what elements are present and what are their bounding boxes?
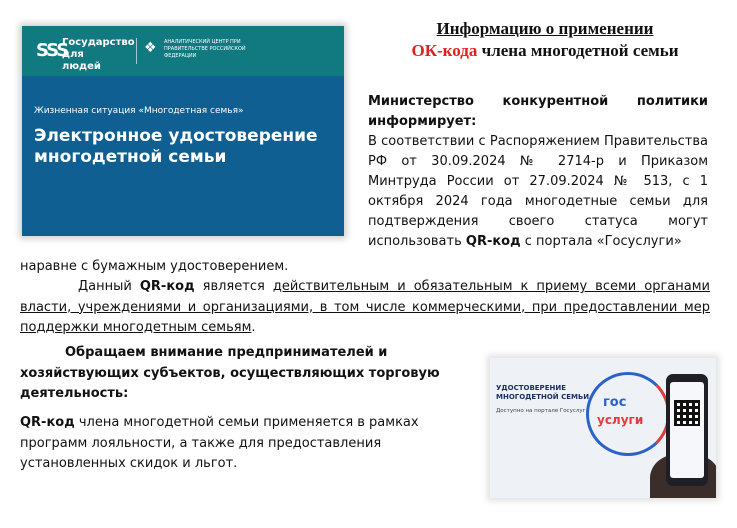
- analytic-center-text: АНАЛИТИЧЕСКИЙ ЦЕНТР ПРИ ПРАВИТЕЛЬСТВЕ РОССИЙСКОЙ ФЕДЕРАЦИИ: [164, 39, 246, 59]
- para2-underlined: действительным и обязательным к приему всеми органами власти, учреждениями и организациями, в том числе коммерческими, при предоставлении мер поддержки многодетным семьям: [20, 279, 710, 335]
- para2-c: .: [251, 320, 256, 335]
- para1-text-b: с портала «Госуслуги»: [520, 234, 682, 249]
- gosudarstvo-logo-icon: SSS: [36, 40, 68, 61]
- gos-text: гос: [603, 395, 627, 410]
- ministry-lead: Министерство конкурентной политики информирует:: [368, 94, 708, 129]
- title-line-2-rest: члена многодетной семьи: [477, 41, 679, 60]
- para4-rest: члена многодетной семьи применяется в рамках программ лояльности, а также для предоставления установленных скидок и льгот.: [20, 415, 419, 471]
- phone-screen: [670, 382, 704, 478]
- para2-a: Данный: [78, 279, 140, 294]
- gosuslugi-logo-icon: [586, 372, 670, 456]
- uslugi-text: услуги: [597, 413, 644, 427]
- emblem-icon: ❖: [144, 40, 157, 56]
- para1-qr: QR-код: [465, 234, 521, 249]
- paragraph-ministry: [368, 92, 708, 252]
- qr-code-icon: [674, 400, 700, 426]
- paragraph-loyalty: [20, 413, 460, 475]
- paragraph-validity: [20, 277, 710, 339]
- paragraph-continuation: наравне с бумажным удостоверением.: [20, 259, 289, 274]
- promo-title: УДОСТОВЕРЕНИЕ МНОГОДЕТНОЙ СЕМЬИ: [496, 384, 590, 401]
- para2-b: является: [194, 279, 273, 294]
- logo-divider: [136, 38, 137, 64]
- hero-banner-image: [22, 26, 344, 236]
- para1-text-a: В соответствии с Распоряжением Правительства РФ от 30.09.2024 № 2714-р и Приказом Минтруда России от 27.09.2024 № 513, с 1 октября 2024 года многодетные семьи для подтверждения своего статуса могут использовать: [368, 134, 708, 249]
- hero-subtitle: Жизненная ситуация «Многодетная семья»: [34, 106, 244, 116]
- title-highlight: ОК-кода: [411, 41, 478, 60]
- promo-image: [490, 358, 716, 498]
- promo-subtitle: Доступно на портале Госуслуг: [496, 408, 586, 414]
- document-title: [360, 18, 730, 62]
- para4-qr: QR-код: [20, 415, 75, 430]
- logo-text: Государство для людей: [62, 37, 135, 72]
- para2-qr: QR-код: [139, 279, 195, 294]
- title-line-2: [360, 40, 730, 62]
- paragraph-attention: Обращаем внимание предпринимателей и хозяйствующих субъектов, осуществляющих торговую деятельность:: [20, 345, 440, 401]
- hero-heading: Электронное удостоверение многодетной семьи: [34, 126, 318, 167]
- title-line-1: Информацию о применении: [436, 19, 654, 38]
